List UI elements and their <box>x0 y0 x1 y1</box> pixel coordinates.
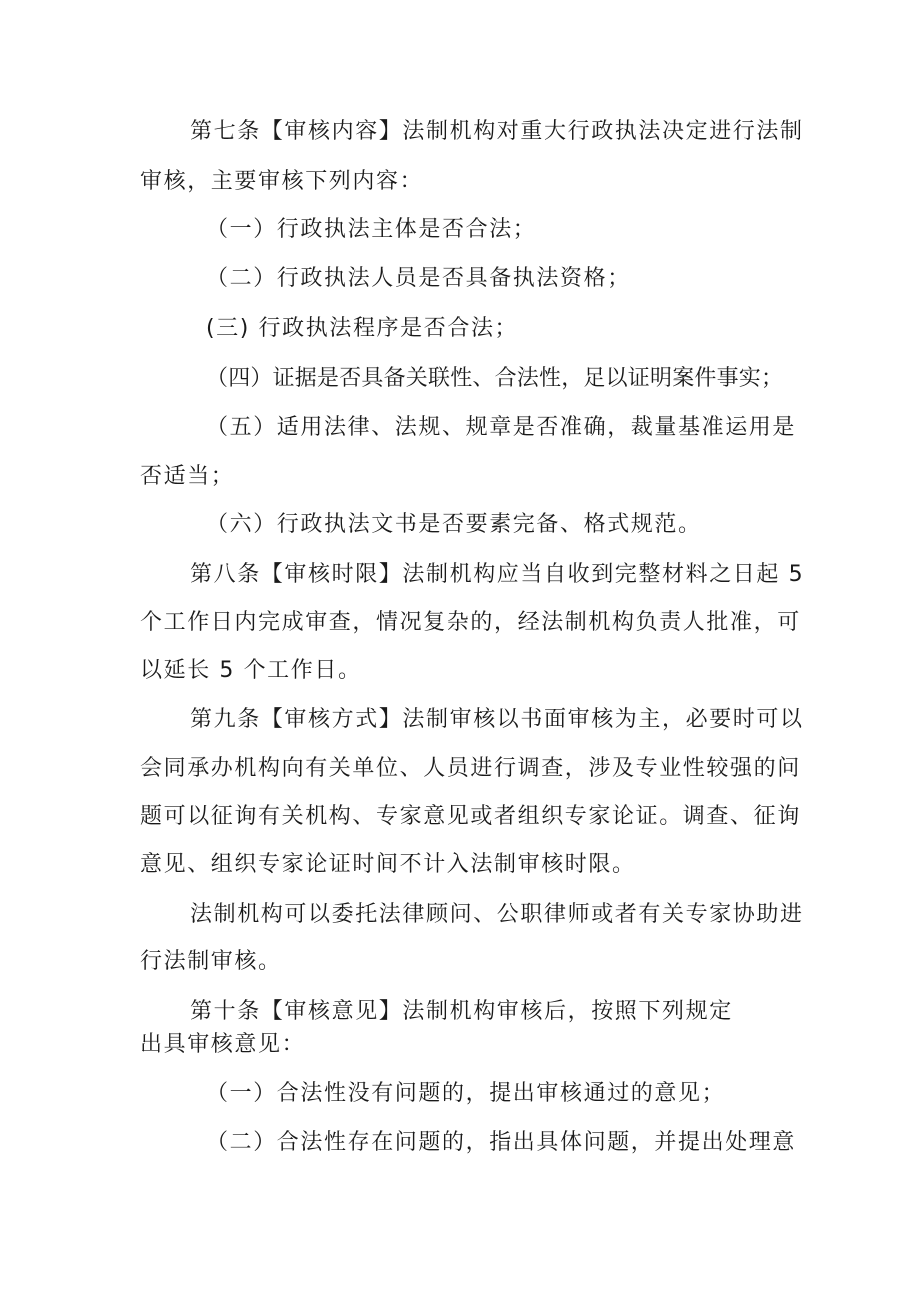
article-10-item-2: （二）合法性存在问题的，指出具体问题，并提出处理意 <box>206 1130 797 1155</box>
article-9-para-2-line-2: 行法制审核。 <box>140 949 282 974</box>
article-9-heading-line: 第九条【审核方式】法制审核以书面审核为主，必要时可以 <box>190 707 804 732</box>
article-8-heading-line: 第八条【审核时限】法制机构应当自收到完整材料之日起 5 <box>190 562 805 587</box>
article-7-text-line: 审核，主要审核下列内容： <box>140 169 424 194</box>
article-7-item-4: （四）证据是否具备关联性、合法性，足以证明案件事实； <box>206 366 784 391</box>
article-10-item-1: （一）合法性没有问题的，提出审核通过的意见； <box>206 1081 726 1106</box>
article-7-item-2: （二）行政执法人员是否具备执法资格； <box>206 266 631 291</box>
article-7-item-3: (三) 行政执法程序是否合法； <box>206 316 519 341</box>
article-7-item-6: （六）行政执法文书是否要素完备、格式规范。 <box>206 512 702 537</box>
article-7-item-5: （五）适用法律、法规、规章是否准确，裁量基准运用是 <box>206 415 797 440</box>
article-7-item-1: （一）行政执法主体是否合法； <box>206 217 537 242</box>
article-10-heading-line: 第十条【审核意见】法制机构审核后，按照下列规定 <box>190 999 733 1024</box>
article-9-para-2-line-1: 法制机构可以委托法律顾问、公职律师或者有关专家协助进 <box>190 902 804 927</box>
article-10-text-line-2: 出具审核意见： <box>140 1032 306 1057</box>
article-8-text-line-3: 以延长 5 个工作日。 <box>140 658 362 683</box>
article-7-item-5-cont: 否适当； <box>140 464 235 489</box>
article-9-text-line-2: 会同承办机构向有关单位、人员进行调查，涉及专业性较强的问 <box>140 756 801 781</box>
article-9-text-line-3: 题可以征询有关机构、专家意见或者组织专家论证。调查、征询 <box>140 804 801 829</box>
article-8-text-line-2: 个工作日内完成审查，情况复杂的，经法制机构负责人批准，可 <box>140 610 801 635</box>
article-7-heading-line: 第七条【审核内容】法制机构对重大行政执法决定进行法制 <box>190 119 804 144</box>
article-9-text-line-4: 意见、组织专家论证时间不计入法制审核时限。 <box>140 852 636 877</box>
